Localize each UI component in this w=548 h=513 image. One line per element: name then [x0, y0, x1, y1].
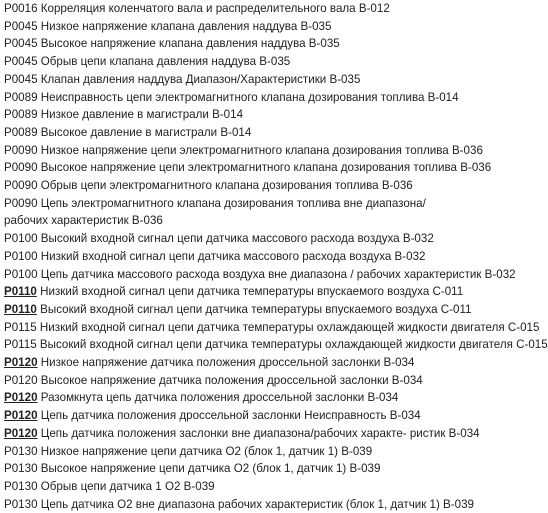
fault-description: Высокое напряжение датчика положения дроссельной заслонки В-034 — [40, 373, 423, 387]
code-line — [4, 106, 474, 124]
fault-description: Обрыв цепи датчика 1 О2 В-039 — [40, 479, 215, 493]
fault-code: P0100 — [4, 267, 38, 281]
code-line — [4, 35, 474, 53]
fault-code: P0110 — [4, 302, 37, 316]
fault-description: Низкое давление в магистрали В-014 — [40, 108, 244, 122]
fault-description: Низкий входной сигнал цепи датчика массового расхода воздуха В-032 — [40, 249, 426, 263]
fault-description: Низкое напряжение цепи электромагнитного клапана дозирования топлива В-036 — [40, 143, 483, 157]
fault-code: P0120 — [4, 426, 38, 440]
fault-code: P0120 — [4, 409, 38, 423]
code-line — [4, 460, 474, 478]
code-line — [4, 177, 474, 195]
code-line — [4, 407, 474, 425]
fault-code: P0045 — [4, 19, 38, 33]
fault-description: Высокий входной сигнал цепи датчика температуры впускаемого воздуха С-011 — [40, 302, 472, 316]
fault-description: Цепь электромагнитного клапана дозирования топлива вне диапазона/рабочих характеристик В-036 — [4, 196, 426, 228]
code-line — [4, 319, 540, 337]
code-line — [4, 336, 548, 354]
fault-code: P0120 — [4, 356, 38, 370]
fault-code: P0100 — [4, 249, 38, 263]
fault-description: Высокое напряжение цепи датчика О2 (блок 1, датчик 1) В-039 — [40, 462, 381, 476]
fault-code: P0120 — [4, 373, 38, 387]
fault-description: Цепь датчика массового расхода воздуха вне диапазона / рабочих характеристик В-032 — [40, 267, 516, 281]
fault-description: Высокое напряжение цепи электромагнитного клапана дозирования топлива В-036 — [40, 161, 492, 175]
fault-description: Низкое напряжение цепи датчика О2 (блок 1, датчик 1) В-039 — [40, 444, 373, 458]
code-line — [4, 389, 474, 407]
fault-code: P0100 — [4, 232, 38, 246]
fault-description: Высокое напряжение клапана давления наддува В-035 — [40, 37, 340, 51]
fault-code: P0045 — [4, 55, 38, 69]
fault-description: Обрыв цепи электромагнитного клапана дозирования топлива В-036 — [40, 179, 413, 193]
fault-code: P0045 — [4, 37, 38, 51]
fault-description: Неисправность цепи электромагнитного клапана дозирования топлива В-014 — [40, 90, 459, 104]
code-line — [4, 142, 483, 160]
fault-code: P0090 — [4, 179, 38, 193]
fault-code: P0130 — [4, 462, 38, 476]
fault-description: Низкий входной сигнал цепи датчика температуры впускаемого воздуха С-011 — [40, 285, 464, 299]
fault-description: Низкий входной сигнал цепи датчика температуры охлаждающей жидкости двигателя С-015 — [39, 320, 540, 334]
fault-code: P0090 — [4, 143, 38, 157]
fault-description: Цепь датчика положения дроссельной заслонки Неисправность В-034 — [40, 409, 421, 423]
fault-code: P0045 — [4, 72, 38, 86]
fault-code: P0120 — [4, 391, 38, 405]
fault-description: Клапан давления наддува Диапазон/Характеристики В-035 — [40, 72, 361, 86]
code-line — [4, 301, 474, 319]
fault-code: P0130 — [4, 497, 38, 511]
code-line — [4, 53, 474, 71]
fault-description: Обрыв цепи клапана давления наддува В-035 — [40, 55, 291, 69]
fault-code: P0089 — [4, 108, 38, 122]
code-line — [4, 159, 492, 177]
code-line — [4, 71, 474, 89]
fault-code: P0115 — [4, 320, 37, 334]
code-line — [4, 89, 474, 107]
fault-description: Низкое напряжение клапана давления наддува В-035 — [40, 19, 332, 33]
code-line — [4, 496, 474, 513]
code-line — [4, 230, 474, 248]
code-line — [4, 248, 474, 266]
code-line — [4, 425, 480, 443]
fault-code: P0089 — [4, 90, 38, 104]
fault-description: Корреляция коленчатого вала и распределительного вала В-012 — [40, 2, 390, 15]
fault-description: Низкое напряжение датчика положения дроссельной заслонки В-034 — [40, 356, 415, 370]
fault-description: Высокий входной сигнал цепи датчика температуры охлаждающей жидкости двигателя С-015 — [39, 338, 548, 352]
fault-code: P0115 — [4, 338, 37, 352]
code-line — [4, 124, 474, 142]
code-line — [4, 372, 474, 390]
diagnostic-code-list — [4, 0, 548, 513]
code-line — [4, 443, 474, 461]
fault-code: P0090 — [4, 161, 38, 175]
fault-code: P0110 — [4, 285, 37, 299]
fault-code: P0016 — [4, 2, 38, 15]
fault-description: Цепь датчика положения заслонки вне диапазона/рабочих характе- ристик В-034 — [40, 426, 480, 440]
code-line — [4, 0, 474, 18]
fault-code: P0130 — [4, 479, 38, 493]
fault-description: Разомкнута цепь датчика положения дроссельной заслонки В-034 — [40, 391, 399, 405]
code-line — [4, 354, 474, 372]
fault-code: P0090 — [4, 196, 38, 210]
fault-code: P0130 — [4, 444, 38, 458]
code-line — [4, 195, 466, 230]
code-line — [4, 266, 516, 284]
code-line — [4, 283, 474, 301]
code-line — [4, 478, 474, 496]
code-line — [4, 18, 474, 36]
fault-description: Высокое давление в магистрали В-014 — [40, 125, 252, 139]
fault-code: P0089 — [4, 125, 38, 139]
fault-description: Высокий входной сигнал цепи датчика массового расхода воздуха В-032 — [40, 232, 434, 246]
fault-description: Цепь датчика О2 вне диапазона рабочих характеристик (блок 1, датчик 1) В-039 — [40, 497, 474, 511]
